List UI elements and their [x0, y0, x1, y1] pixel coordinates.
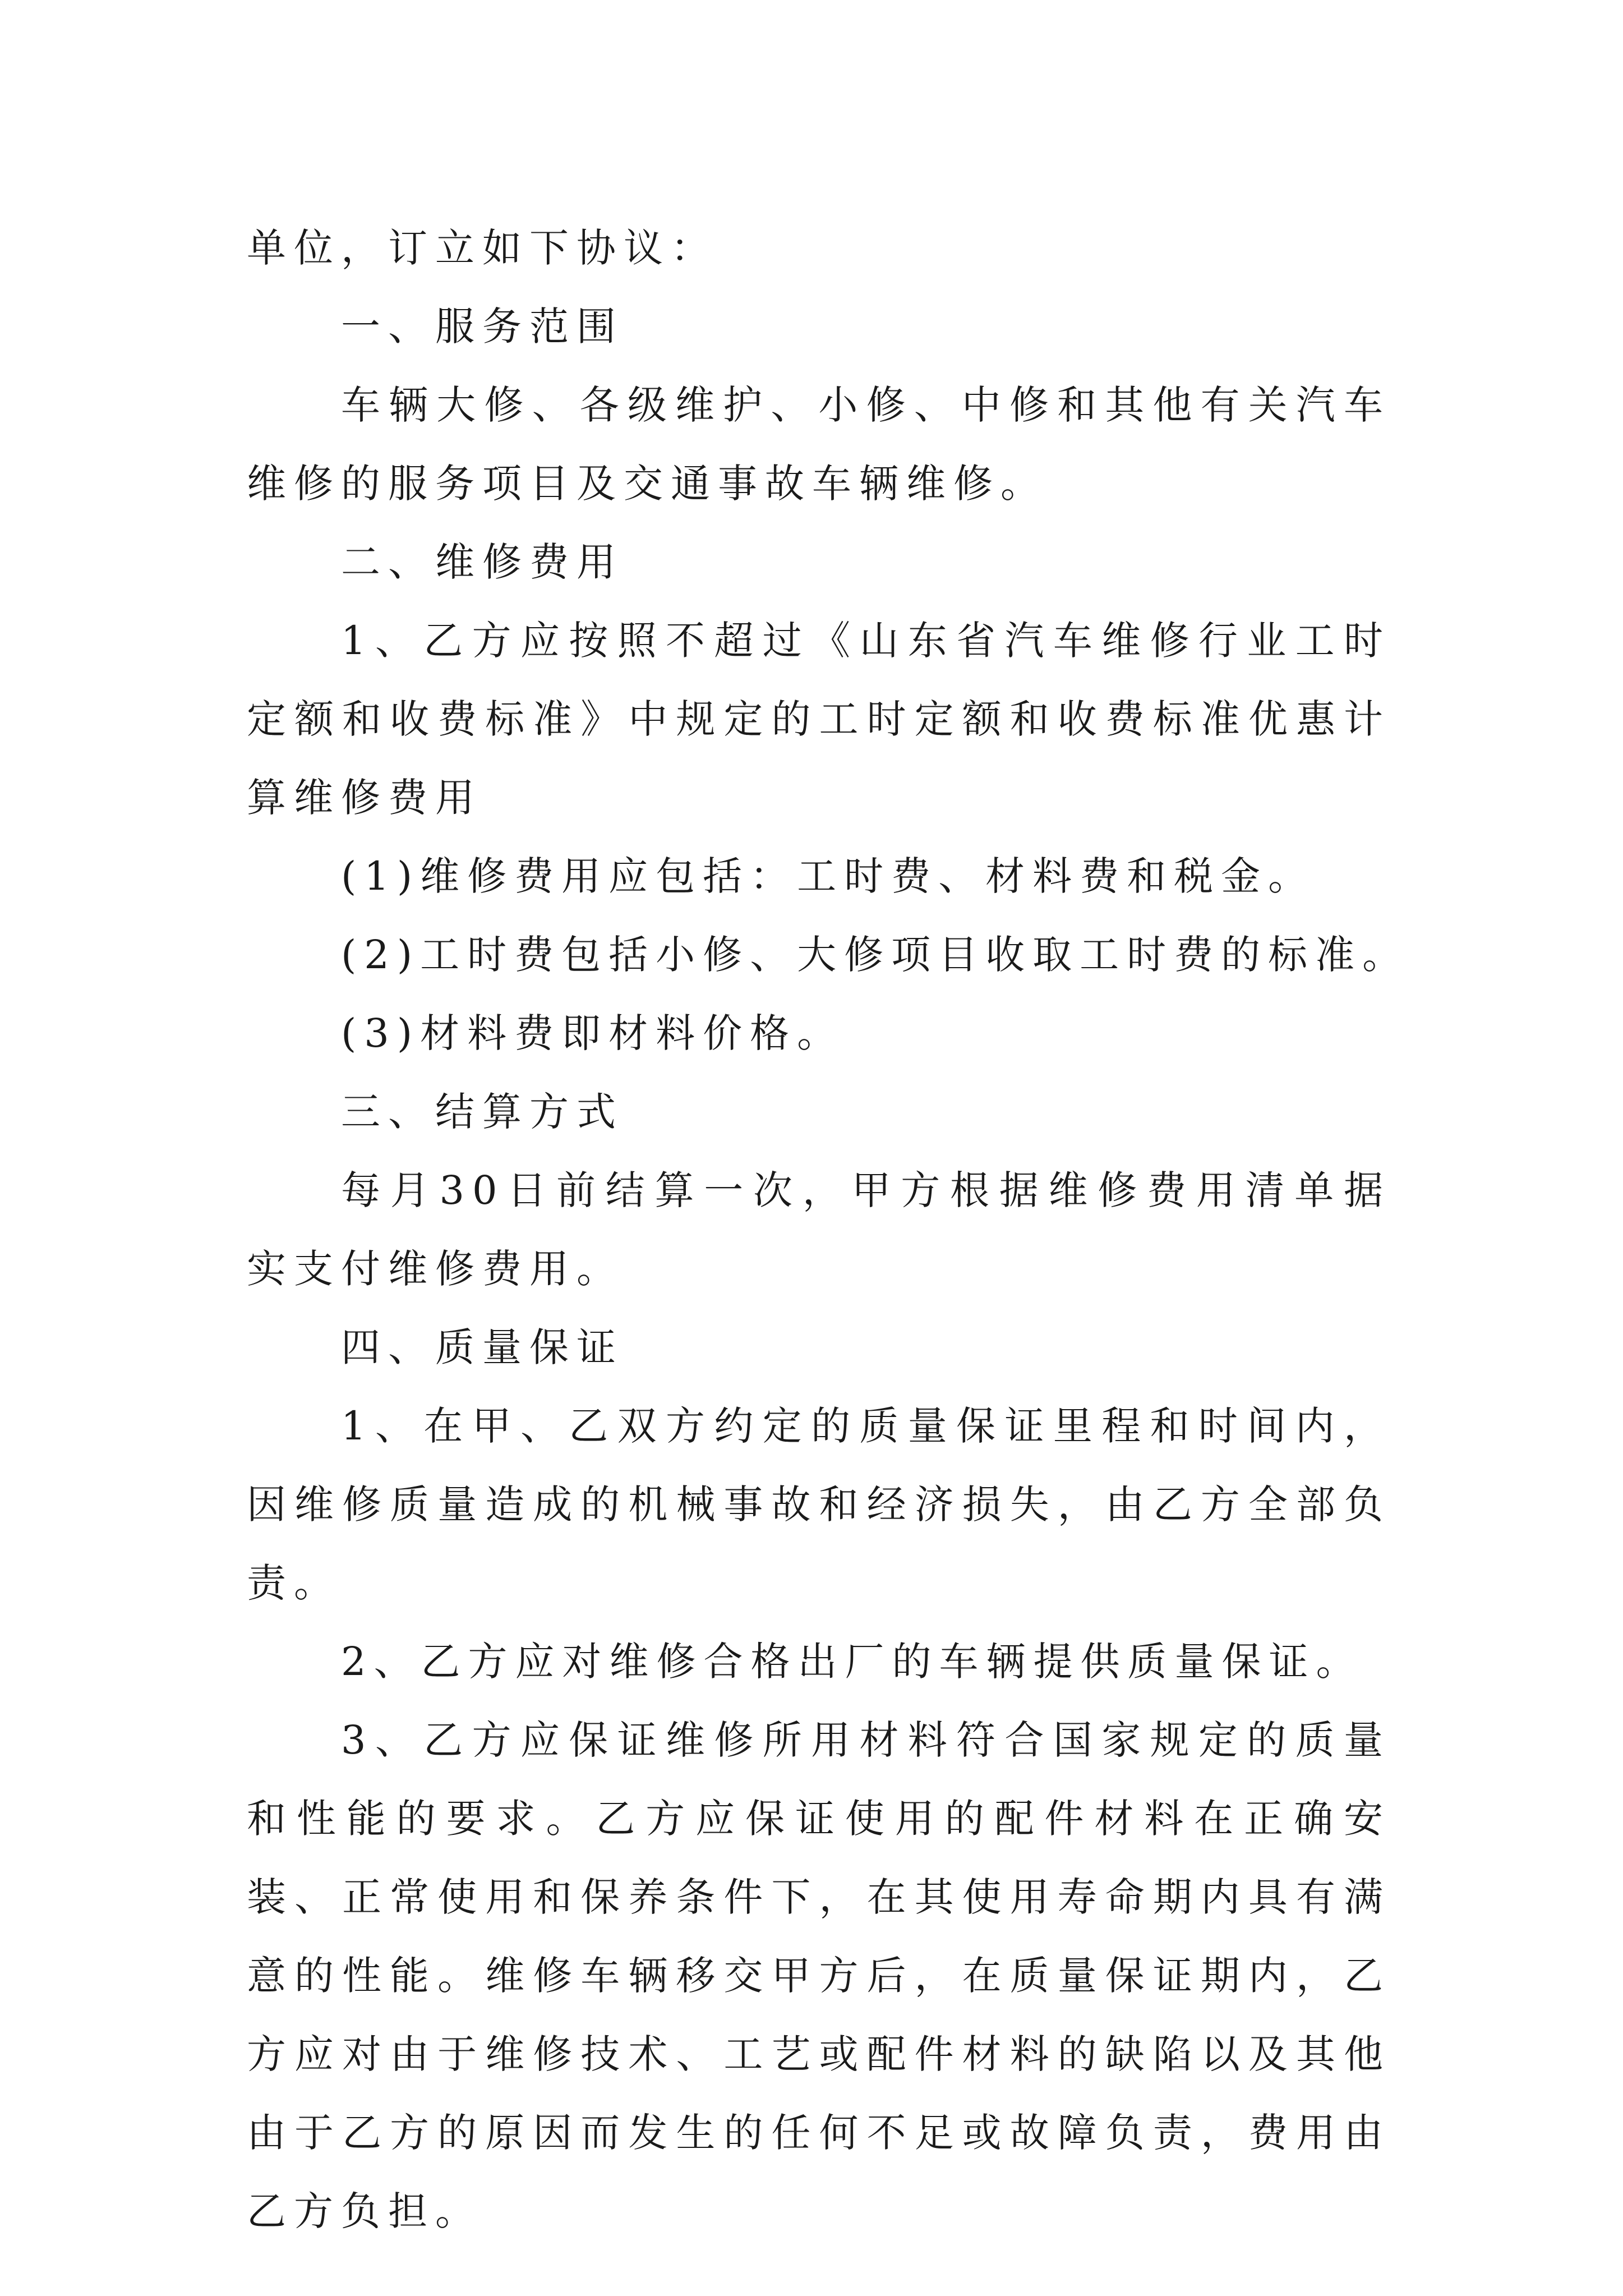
- paragraph-cost-standard: 1、乙方应按照不超过《山东省汽车维修行业工时定额和收费标准》中规定的工时定额和收费标准优惠计算维修费用: [247, 618, 1391, 821]
- heading-service-scope: 一、服务范围: [341, 303, 624, 349]
- paragraph-settlement: 每月30日前结算一次，甲方根据维修费用清单据实支付维修费用。: [247, 1167, 1391, 1292]
- heading-repair-costs: 二、维修费用: [341, 539, 624, 585]
- paragraph-quality-1: 1、在甲、乙双方约定的质量保证里程和时间内，因维修质量造成的机械事故和经济损失，由乙方全部负责。: [247, 1403, 1391, 1606]
- document-body: [247, 209, 1410, 2251]
- paragraph-quality-3: 3、乙方应保证维修所用材料符合国家规定的质量和性能的要求。乙方应保证使用的配件材料在正确安装、正常使用和保养条件下，在其使用寿命期内具有满意的性能。维修车辆移交甲方后，在质量保证期内，乙方应对由于维修技术、工艺或配件材料的缺陷以及其他由于乙方的原因而发生的任何不足或故障负责，费用由乙方负担。: [247, 1717, 1391, 2234]
- list-item-cost-components: (1)维修费用应包括：工时费、材料费和税金。: [341, 853, 1316, 899]
- list-item-material-fee: (3)材料费即材料价格。: [341, 1010, 845, 1056]
- heading-quality-assurance: 四、质量保证: [341, 1324, 624, 1370]
- heading-settlement: 三、结算方式: [341, 1089, 624, 1135]
- paragraph-quality-2: 2、乙方应对维修合格出厂的车辆提供质量保证。: [341, 1639, 1363, 1685]
- paragraph-service-scope: 车辆大修、各级维护、小修、中修和其他有关汽车维修的服务项目及交通事故车辆维修。: [247, 382, 1391, 507]
- paragraph-intro: 单位，订立如下协议：: [247, 225, 718, 271]
- list-item-labor-fee: (2)工时费包括小修、大修项目收取工时费的标准。: [341, 932, 1410, 978]
